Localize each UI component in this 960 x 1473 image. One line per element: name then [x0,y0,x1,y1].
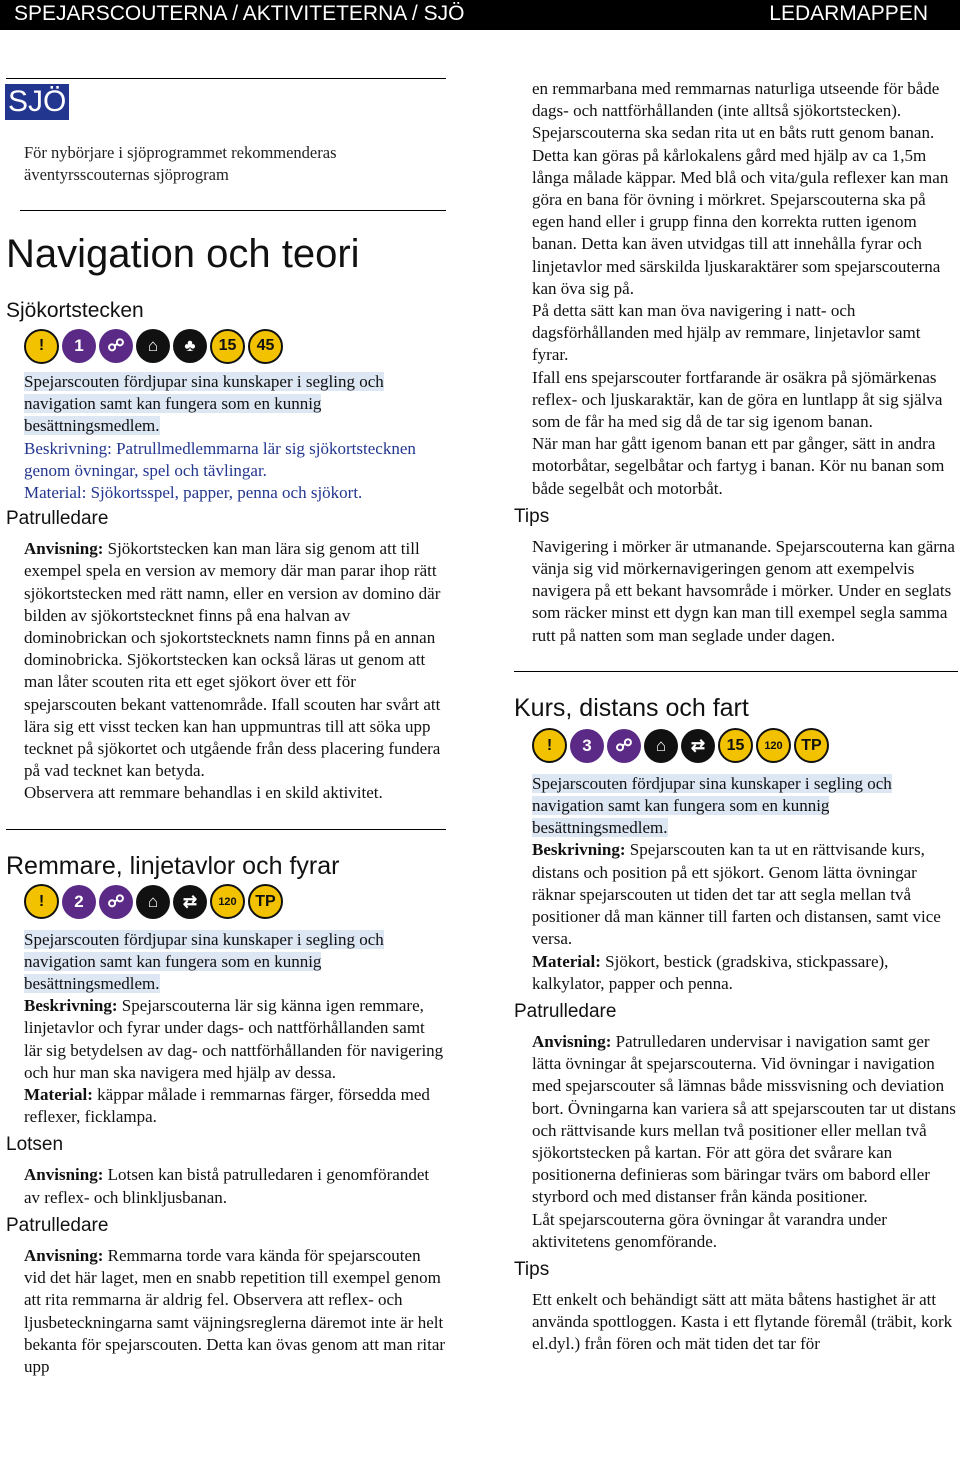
subheading: Patrulledare [6,1214,109,1236]
right-column [514,78,958,1356]
instruction [6,538,446,804]
instruction-label: Anvisning: [24,1165,104,1185]
activity-goal: Spejarscouten fördjupar sina kunskaper i segling och navigation samt kan fungera som en kunnig besättningsmedlem. [532,773,892,838]
activity-title: Sjökortstecken [6,299,144,322]
tp-icon: TP [248,884,283,919]
level-icon: 3 [570,729,604,763]
instruction-text: Remmarna torde vara kända för spejarscouten vid det här laget, men en snabb repetition till exempel genom att rita remmarna är aldrig fel. Observera att reflex- och ljusbeteckningarna samt väjningsreglerna däremot inte är helt bekanta för spejarscouten. Detta kan övas genom att man ritar upp [24,1245,446,1376]
divider [514,671,958,672]
instruction-text: Patrulledaren undervisar i navigation samt ger lätta övningar åt spejarscouterna. Vid övningar i navigation med spejarscouter så lämnas både missvisning och deviation bort. Övningarna kan variera så att spejarscouten tar ut distans och rättvisande kurs mellan två positioner eller mellan två sjökortstecken på kartan. För att göra det svårare kan positionerna definieras som bäringar tvärs om babord eller styrbord och med distanser från kända positioner. [532,1031,956,1207]
section-badge: SJÖ [5,84,69,120]
paragraph: När man har gått igenom banan ett par gånger, sätt in andra motorbåtar, segelbåtar och fartyg i banan. Kör nu banan som både segelbåt och motorbåt. [532,434,945,498]
outdoor-icon: ⇄ [173,885,207,919]
page-header [0,0,960,30]
warning-icon: ! [24,329,59,364]
duration-15-icon: 15 [210,329,245,364]
intro-text: För nybörjare i sjöprogrammet rekommenderas äventyrsscouternas sjöprogram [24,143,337,184]
tips-text: Ett enkelt och behändigt sätt att mäta båtens hastighet är att använda spottloggen. Kasta i ett flytande föremål (träbit, kork el.dyl.) från fören och mät tiden det tar för [532,1289,953,1354]
level-icon: 1 [62,329,96,363]
continued-text [514,78,958,500]
description-text: Patrullmedlemmarna lär sig sjökortstecknen genom övningar, spel och tävlingar. [24,438,416,480]
outdoor-icon: ⇄ [681,729,715,763]
description-label: Beskrivning: [532,840,626,860]
patrol-icon: ☍ [607,729,641,763]
subheading: Tips [514,1258,550,1280]
subheading: Patrulledare [514,1000,617,1022]
activity-title: Remmare, linjetavlor och fyrar [6,851,340,880]
left-column [6,232,446,1378]
divider [20,210,446,211]
subheading: Lotsen [6,1134,64,1156]
activity-body [6,929,446,1129]
instruction-text: Lotsen kan bistå patrulledaren i genomförandet av reflex- och blinkljusbanan. [24,1165,430,1207]
activity-icons [514,727,958,765]
breadcrumb: SPEJARSCOUTERNA / AKTIVITETERNA / SJÖ [14,2,465,25]
duration-120-icon: 120 [210,884,245,919]
subheading: Patrulledare [6,508,109,530]
description-label: Beskrivning: [24,996,118,1016]
activity-icons [6,327,446,365]
warning-icon: ! [532,728,567,763]
indoor-icon: ⌂ [644,729,678,763]
indoor-icon: ⌂ [136,885,170,919]
material-label: Material: [24,483,87,503]
tp-icon: TP [794,728,829,763]
instruction [514,1031,958,1253]
activity-goal: Spejarscouten fördjupar sina kunskaper i segling och navigation samt kan fungera som en kunnig besättningsmedlem. [24,372,384,436]
description-label: Beskrivning: [24,438,112,458]
activity-goal: Spejarscouten fördjupar sina kunskaper i segling och navigation samt kan fungera som en kunnig besättningsmedlem. [24,929,384,994]
tips-text: Navigering i mörker är utmanande. Spejarscouterna kan gärna vänja sig vid mörkernavigeringen genom att exempelvis navigera på ett bekant havsområde i mörker. Under en seglats som räcker minst ett dygn kan man till exempel segla samma rutt på natten som man seglade under dagen. [532,536,955,645]
activity-icons [6,883,446,921]
instruction [6,1164,446,1208]
activity-body [514,773,958,995]
page-title: Navigation och teori [6,232,360,276]
patrol-icon: ☍ [99,885,133,919]
divider [6,78,446,79]
description-text: Spejarscouten kan ta ut en rättvisande kurs, distans och position på ett sjökort. Genom lätta övningar räknar spejarscouten ut tiden det tar att segla mellan två positioner då man känner till farten och distansen, samt vice versa. [532,840,941,949]
instruction-label: Anvisning: [24,539,104,559]
paragraph: Ifall ens spejarscouter fortfarande är osäkra på sjömärkenas reflex- och ljuskaraktär, kan de göra en luntlapp åt sig själva som de får ha med sig då de tar sig igenom banan. [532,367,943,432]
header-right-title: LEDARMAPPEN [769,2,928,25]
warning-icon: ! [24,884,59,919]
duration-120-icon: 120 [756,728,791,763]
material-label: Material: [24,1085,93,1105]
divider [6,829,446,830]
paragraph: en remmarbana med remmarnas naturliga utseende för både dags- och nattförhållanden (inte alltså sjökortstecken). Spejarscouterna ska sedan rita ut en båts rutt genom banan. Detta kan göras på kårlokalens gård med hjälp av ca 1,5m långa målade käppar. Med blå och vita/gula reflexer kan man göra en bana för övning i mörkret. Spejarscouterna ska på egen hand eller i grupp finna den korrekta rutten igenom banan. Detta kan även utvidgas till att innehålla fyrar och linjetavlor med särskilda ljuskaraktärer som spejarscouterna kan öva sig på. [532,79,949,298]
material-text: Sjökort, bestick (gradskiva, stickpassare), kalkylator, papper och penna. [532,951,889,993]
instruction-text: Sjökortstecken kan man lära sig genom att till exempel spela en version av memory där man parar ihop rätt sjökortstecken med rätt namn, eller en version av domino där bilden av sjökortstecknet finns på ena halvan av dominobrickan och sjokortstecknets namn finns på en annan dominobricka. Sjökortstecken kan också läras ut genom att man låter scouten rita ett eget sjökort över ett för spejarscouten bekant vattenområde. Ifall scouten har svårt att lära sig ett visst tecken kan han uppmuntras till att söka upp tecknet på sjökortet och utgående från dess placering fundera på vad tecknet kan betyda. [24,539,441,781]
note-text: Observera att remmare behandlas i en skild aktivitet. [24,783,383,803]
duration-15-icon: 15 [718,728,753,763]
level-icon: 2 [62,885,96,919]
paragraph: På detta sätt kan man öva navigering i natt- och dagsförhållanden med hjälp av remmare, linjetavlor samt fyrar. [532,301,921,365]
material-label: Material: [532,951,601,971]
description-text: Spejarscouterna lär sig känna igen remmare, linjetavlor och fyrar under dags- och nattförhållanden samt lär sig betydelsen av dag- och nattförhållanden för navigering och hur man ska navigera med hjälp av dessa. [24,996,444,1082]
patrol-icon: ☍ [99,329,133,363]
indoor-icon: ⌂ [136,329,170,363]
duration-45-icon: 45 [248,329,283,364]
instruction-label: Anvisning: [24,1245,104,1265]
material-text: Sjökortsspel, papper, penna och sjökort. [86,483,363,503]
instruction [6,1245,446,1378]
instruction-label: Anvisning: [532,1031,612,1051]
material-text: käppar målade i remmarnas färger, försedda med reflexer, ficklampa. [24,1085,430,1127]
subheading: Tips [514,505,550,527]
forest-icon: ♣ [173,329,207,363]
activity-body [6,371,446,504]
paragraph: Låt spejarscouterna göra övningar åt varandra under aktivitetens genomförande. [532,1209,887,1251]
activity-title: Kurs, distans och fart [514,693,749,722]
